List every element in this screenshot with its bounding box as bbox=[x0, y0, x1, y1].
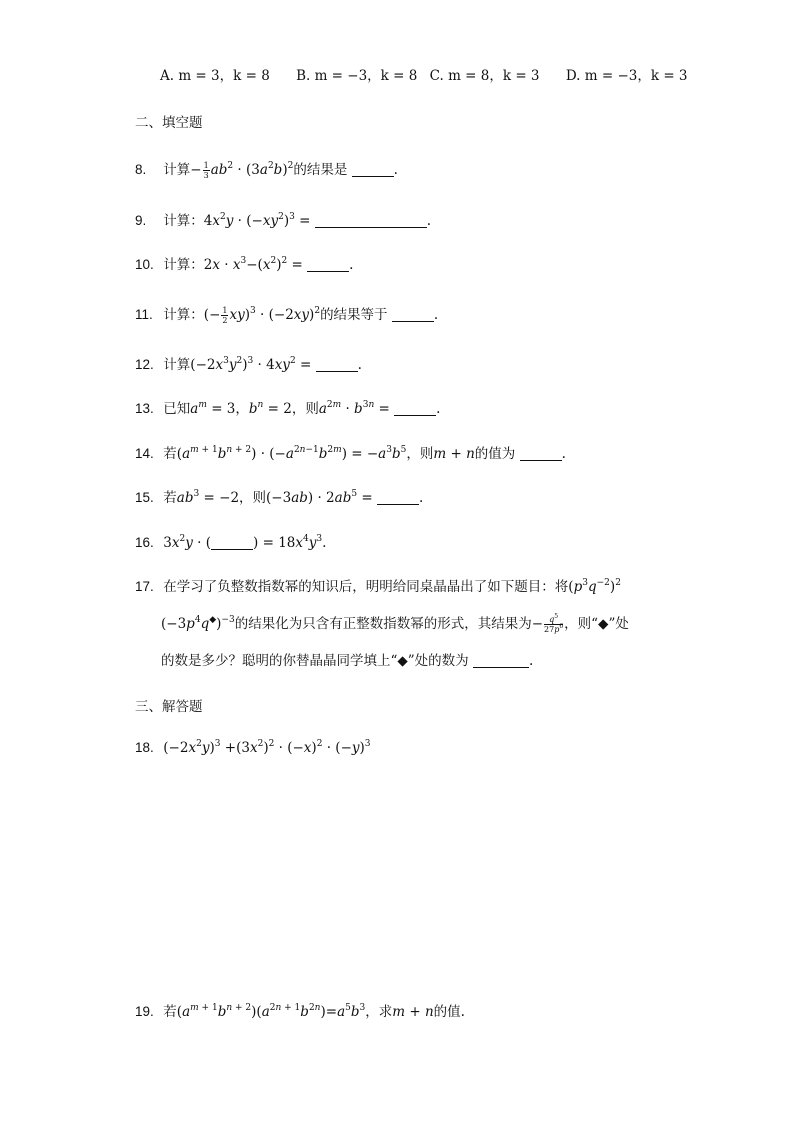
question-text: 计算： bbox=[163, 307, 204, 323]
answer-blank[interactable] bbox=[211, 535, 253, 550]
choice-b[interactable]: B. m = −3，k = 8 bbox=[296, 68, 418, 84]
question-14: 14. 若$(a^{m + 1}b^{n + 2}) \cdot (-a^{2n-1}b^{2m}) = -a^3b^5$，则m + n的值为 . bbox=[135, 445, 566, 462]
question-text: 的结果等于 bbox=[320, 307, 388, 323]
question-17: 17. 在学习了负整数指数幂的知识后，明明给同桌晶晶出了如下题目：将$(p^3q^{-2})^2$ bbox=[135, 578, 621, 595]
question-text: ，则“◆”处 bbox=[564, 616, 629, 632]
question-17-line-2: $(-3p^4q^◆)^{-3}$的结果化为只含有正整数指数幂的形式，其结果为− $\frac{q^5}{27p^6}$ ，则“◆”处 bbox=[161, 613, 629, 634]
question-number: 16. bbox=[135, 535, 154, 550]
question-10: 10. 计算：$2x \cdot x^3-(x^2)^2$ = . bbox=[135, 256, 354, 273]
answer-blank[interactable] bbox=[394, 401, 436, 416]
question-16: 16. $3x^2y$ · ( ) = $18x^4y^3$. bbox=[135, 534, 327, 551]
question-18: 18. $(-2x^2y)^3 +(3x^2)^2 \cdot (-x)^2 \cdot (-y)^3$ bbox=[135, 739, 371, 756]
question-8: 8. 计算− $\frac{1}{3}$ $ab^2 \cdot (3a^2b)^2$的结果是 . bbox=[135, 161, 398, 180]
answer-blank[interactable] bbox=[392, 307, 434, 322]
question-number: 9. bbox=[135, 213, 147, 228]
section-fill-in-heading: 二、填空题 bbox=[135, 115, 203, 130]
question-number: 18. bbox=[135, 740, 154, 755]
answer-blank[interactable] bbox=[520, 446, 562, 461]
question-11: 11. 计算：(− $\frac{1}{2}$ $xy)^3 \cdot (-2xy)^2$的结果等于 . bbox=[135, 306, 439, 325]
question-number: 19. bbox=[135, 1004, 154, 1019]
question-number: 11. bbox=[135, 307, 153, 322]
question-text: 计算： bbox=[163, 257, 204, 273]
question-text: ，则 bbox=[291, 401, 319, 417]
question-17-line-3: 的数是多少？聪明的你替晶晶同学填上“◆”处的数为 . bbox=[161, 653, 534, 669]
choices-row bbox=[160, 66, 688, 86]
section-answer-heading: 三、解答题 bbox=[135, 699, 203, 714]
choice-c[interactable]: C. m = 8，k = 3 bbox=[429, 68, 540, 84]
answer-blank[interactable] bbox=[377, 490, 419, 505]
question-text: 在学习了负整数指数幂的知识后，明明给同桌晶晶出了如下题目：将 bbox=[163, 579, 569, 595]
question-9: 9. 计算：$4x^2y \cdot (-xy^2)^3$ = . bbox=[135, 212, 432, 229]
fraction: $\frac{1}{2}$ bbox=[222, 306, 228, 325]
choice-d[interactable]: D. m = −3，k = 3 bbox=[565, 68, 688, 84]
question-text: 计算： bbox=[163, 213, 204, 229]
question-number: 17. bbox=[135, 579, 154, 594]
answer-blank[interactable] bbox=[315, 213, 427, 228]
answer-blank[interactable] bbox=[473, 653, 529, 668]
question-text: 的数是多少？聪明的你替晶晶同学填上“◆”处的数为 bbox=[161, 653, 469, 669]
fraction: $\frac{1}{3}$ bbox=[203, 161, 209, 180]
question-number: 10. bbox=[135, 257, 154, 272]
question-text: ，求 bbox=[365, 1004, 393, 1020]
question-text: ，则 bbox=[239, 490, 267, 506]
choice-a[interactable]: A. m = 3，k = 8 bbox=[160, 68, 270, 84]
question-number: 8. bbox=[135, 162, 147, 177]
question-text: 计算− bbox=[163, 162, 202, 178]
question-number: 12. bbox=[135, 357, 154, 372]
question-text: 已知 bbox=[163, 401, 191, 417]
question-text: 的结果化为只含有正整数指数幂的形式，其结果为 bbox=[234, 616, 532, 632]
question-number: 14. bbox=[135, 446, 154, 461]
answer-blank[interactable] bbox=[307, 257, 349, 272]
question-text: 的结果是 bbox=[293, 162, 348, 178]
answer-blank[interactable] bbox=[316, 357, 358, 372]
question-number: 13. bbox=[135, 401, 154, 416]
question-text: 的值为 bbox=[474, 446, 516, 462]
fraction: $\frac{q^5}{27p^6}$ bbox=[544, 613, 564, 634]
question-text: 的值. bbox=[433, 1004, 465, 1020]
question-text: ，则 bbox=[406, 446, 434, 462]
question-19: 19. 若$(a^{m + 1}b^{n + 2})(a^{2n + 1}b^{2n})=a^5b^3$，求m + n的值. bbox=[135, 1003, 465, 1020]
question-13: 13. 已知$a^m = 3$，$b^n = 2$，则$a^{2m} \cdot b^{3n}$ = . bbox=[135, 400, 441, 417]
question-text: 若 bbox=[163, 446, 177, 462]
question-12: 12. 计算$(-2x^3y^2)^3 \cdot 4xy^2$ = . bbox=[135, 356, 362, 373]
question-15: 15. 若$ab^3 = -2$，则$(-3ab) \cdot 2ab^5$ = . bbox=[135, 489, 424, 506]
question-number: 15. bbox=[135, 490, 154, 505]
answer-blank[interactable] bbox=[352, 162, 394, 177]
question-text: 若 bbox=[163, 1004, 177, 1020]
question-text: 若 bbox=[163, 490, 177, 506]
question-text: 计算 bbox=[163, 357, 191, 373]
